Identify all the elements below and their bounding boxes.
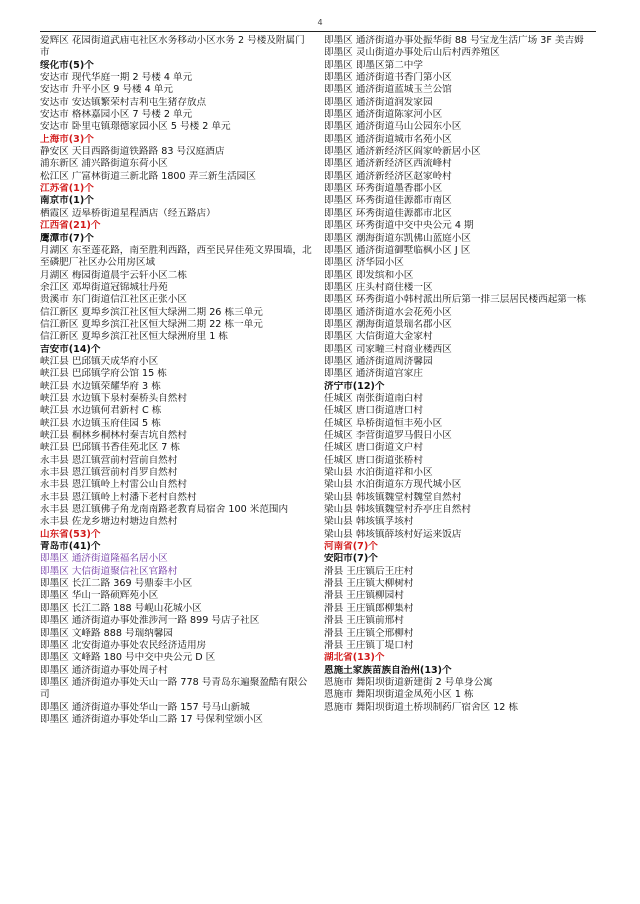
entry-line: 余江区 邓埠街道冠锦城壮丹苑 [40,281,168,293]
entry-line: 即墨区 环秀街道佳源都市北区 [324,207,452,219]
entry-line: 即墨区 文峰路 180 号中交中央公元 D 区 [40,652,216,664]
entry-line: 即墨区 长江二路 188 号岘山花城小区 [40,602,202,614]
entry-line: 月湖区 梅园街道晨宇云轩小区二栋 [40,269,187,281]
entry-line: 静安区 天目西路街道铁路路 83 号汉庭酒店 [40,146,225,158]
entry-line: 任城区 南张街道南白村 [324,392,423,404]
province-heading: 江西省(21)个 [40,220,101,232]
entry-line: 永丰县 恩江镇营前村肖罗自然村 [40,467,178,479]
header-rule [40,31,596,32]
entry-line: 即墨区 文峰路 888 号瑞纳馨园 [40,627,173,639]
entry-line: 信江新区 夏埠乡滨江社区恒大绿洲府里 1 栋 [40,331,228,343]
entry-line: 即墨区 北安街道办事处农民经济适用房 [40,639,207,651]
entry-line: 爱辉区 花园街道武庙屯社区水务移动小区水务 2 号楼及附属门市 [40,35,305,59]
entry-line: 即墨区 通济街道蓝城玉兰公馆 [324,84,452,96]
entry-line: 峡江县 水边镇荣耀华府 3 栋 [40,380,161,392]
entry-line: 即墨区 大信街道大金家村 [324,331,433,343]
entry-line: 即墨区 通济街道书香门第小区 [324,72,452,84]
province-heading: 上海市(3)个 [40,133,94,145]
entry-line: 任城区 唐口街道唐口村 [324,405,423,417]
entry-line: 即墨区 长江二路 369 号鼎泰丰小区 [40,578,193,590]
entry-line: 安达市 现代华庭一期 2 号楼 4 单元 [40,72,193,84]
entry-line: 安达市 安达镇繁荣村吉利屯生猪存放点 [40,96,207,108]
entry-line: 梁山县 韩垓镇孚垓村 [324,516,414,528]
entry-line: 即墨区 即发缤和小区 [324,269,414,281]
entry-line: 安达市 格林嘉园小区 7 号楼 2 单元 [40,109,193,121]
entry-line: 即墨区 环秀街道佳源都市南区 [324,195,452,207]
province-heading: 江苏省(1)个 [40,183,94,195]
entry-line: 即墨区 通济街道宫家庄 [324,368,423,380]
entry-line: 即墨区 通济街道马山公园东小区 [324,121,462,133]
entry-line: 松江区 广富林街道三新北路 1800 弄三新生活园区 [40,170,256,182]
page-number: 4 [317,18,323,27]
entry-line: 恩施市 舞阳坝街道土桥坝制药厂宿舍区 12 栋 [324,701,519,713]
entry-line: 安达市 卧里屯镇璟德家园小区 5 号楼 2 单元 [40,121,231,133]
entry-line: 信江新区 夏埠乡滨江社区恒大绿洲二期 22 栋一单元 [40,318,263,330]
city-heading: 安阳市(7)个 [324,553,378,565]
entry-line: 滑县 王庄镇丁堤口村 [324,639,414,651]
entry-line: 即墨区 环秀街道中交中央公元 4 期 [324,220,474,232]
entry-line: 即墨区 环秀街道小韩村派出所后第一排三层居民楼西起第一栋 [324,294,587,306]
entry-line: 峡江县 桐林乡桐林村秦吉坑自然村 [40,430,187,441]
entry-line: 任城区 唐口街道文户村 [324,442,423,454]
entry-line: 栖霞区 迈皋桥街道星程酒店（经五路店） [40,207,216,219]
entry-line: 滑县 王庄镇前邢村 [324,615,404,627]
entry-line: 滑县 王庄镇郎柳集村 [324,602,414,614]
right-column [324,35,596,714]
highlighted-entry-line: 即墨区 大信街道聚信社区官路村 [40,565,178,577]
entry-line: 永丰县 恩江镇佛子角龙南南路老教育局宿舍 100 米范围内 [40,504,289,516]
entry-line: 梁山县 韩垓镇魏堂村乔亭庄自然村 [324,504,471,516]
entry-line: 安达市 升平小区 9 号楼 4 单元 [40,84,173,96]
entry-line: 即墨区 通济新经济区西流峰村 [324,158,452,170]
entry-line: 月湖区 东至莲花路，南至胜利西路，西至民昇佳苑文界围墙，北至磷肥厂社区办公用房区域 [40,244,312,269]
entry-line: 永丰县 恩江镇营前村营前自然村 [40,454,178,466]
entry-line: 即墨区 通济街道润发家园 [324,96,433,108]
entry-line: 恩施市 舞阳坝街道新建街 2 号单身公寓 [324,676,493,688]
entry-line: 梁山县 水泊街道祥和小区 [324,467,433,479]
entry-line: 峡江县 水边镇玉府佳园 5 栋 [40,417,161,429]
city-heading: 吉安市(14)个 [40,343,101,355]
entry-line: 即墨区 通济街道陈家河小区 [324,109,443,121]
entry-line: 即墨区 灵山街道办事处后山后村西养殖区 [324,47,500,59]
entry-line: 即墨区 通济街道水会花苑小区 [324,306,452,318]
entry-line: 即墨区 济华园小区 [324,257,404,269]
city-heading: 南京市(1)个 [40,195,94,207]
entry-line: 浦东新区 浦兴路街道东荷小区 [40,158,168,170]
entry-line: 即墨区 潮海街道东凯佛山蓝庭小区 [324,232,471,244]
entry-line: 即墨区 通济街道城市名苑小区 [324,133,452,145]
entry-line: 即墨区 环秀街道墨香郡小区 [324,183,443,195]
entry-line: 任城区 唐口街道张桥村 [324,454,423,466]
entry-line: 永丰县 恩江镇岭上村雷公山自然村 [40,479,187,491]
city-heading: 绥化市(5)个 [40,59,94,71]
entry-line: 即墨区 通济新经济区赵家岭村 [324,170,452,182]
entry-line: 峡江县 巴邱镇学府公馆 15 栋 [40,368,167,380]
entry-line: 梁山县 韩垓镇魏堂村魏堂自然村 [324,491,462,503]
entry-line: 即墨区 潮海街道景瑞名郡小区 [324,318,452,330]
entry-line: 峡江县 水边镇下泉村秦桥头自然村 [40,392,187,404]
entry-line: 任城区 李营街道罗马假日小区 [324,430,452,441]
entry-line: 即墨区 通济街道办事处周子村 [40,664,168,676]
city-heading: 青岛市(41)个 [40,541,101,553]
entry-line: 任城区 阜桥街道恒丰苑小区 [324,417,443,429]
entry-line: 即墨区 通济街道办事处华山二路 17 号保利堂颂小区 [40,713,263,725]
entry-line: 滑县 王庄镇柳园村 [324,590,404,602]
entry-line: 即墨区 司家疃三村商业楼西区 [324,343,452,355]
entry-line: 永丰县 恩江镇岭上村潘下老村自然村 [40,491,197,503]
entry-line: 即墨区 通济街道办事处淮涉河一路 899 号店子社区 [40,615,260,627]
entry-line: 梁山县 水泊街道东方现代城小区 [324,479,462,491]
entry-line: 恩施市 舞阳坝街道金凤苑小区 1 栋 [324,689,474,701]
entry-line: 即墨区 通济街道办事处天山一路 778 号青岛东遍聚盈酷有限公司 [40,676,308,701]
entry-line: 贵溪市 东门街道信江社区正张小区 [40,294,187,306]
entry-line: 即墨区 即墨区第二中学 [324,59,423,71]
left-column [40,35,312,726]
entry-line: 滑县 王庄镇大柳树村 [324,578,414,590]
entry-line: 信江新区 夏埠乡滨江社区恒大绿洲二期 26 栋三单元 [40,306,263,318]
highlighted-entry-line: 即墨区 通济街道隆福名居小区 [40,553,168,565]
entry-line: 即墨区 华山一路硕辉苑小区 [40,590,159,602]
entry-line: 峡江县 巴邱镇天成华府小区 [40,355,159,367]
entry-line: 峡江县 水边镇何君新村 C 栋 [40,405,162,417]
city-heading: 鹰潭市(7)个 [40,232,94,244]
entry-line: 即墨区 通济街道办事处振华街 88 号宝龙生活广场 3F 美吉姆 [324,35,584,46]
province-heading: 湖北省(13)个 [324,652,385,664]
entry-line: 即墨区 通济新经济区阎家岭新居小区 [324,146,481,158]
entry-line: 峡江县 巴邱镇书香佳苑北区 7 栋 [40,442,180,454]
city-heading: 济宁市(12)个 [324,380,385,392]
entry-line: 滑县 王庄镇仝邢柳村 [324,627,414,639]
province-heading: 山东省(53)个 [40,528,101,540]
entry-line: 永丰县 佐龙乡塘边村塘边自然村 [40,516,178,528]
city-heading: 恩施土家族苗族自治州(13)个 [324,664,452,676]
entry-line: 即墨区 庄头村商住楼一区 [324,281,433,293]
province-heading: 河南省(7)个 [324,541,378,553]
entry-line: 滑县 王庄镇后王庄村 [324,565,414,577]
entry-line: 即墨区 通济街道办事处华山一路 157 号马山新城 [40,701,250,713]
entry-line: 即墨区 通济街道周济馨园 [324,355,433,367]
entry-line: 梁山县 韩垓镇薛垓村好运来饭店 [324,528,462,540]
entry-line: 即墨区 通济街道御墅临枫小区 J 区 [324,244,471,256]
